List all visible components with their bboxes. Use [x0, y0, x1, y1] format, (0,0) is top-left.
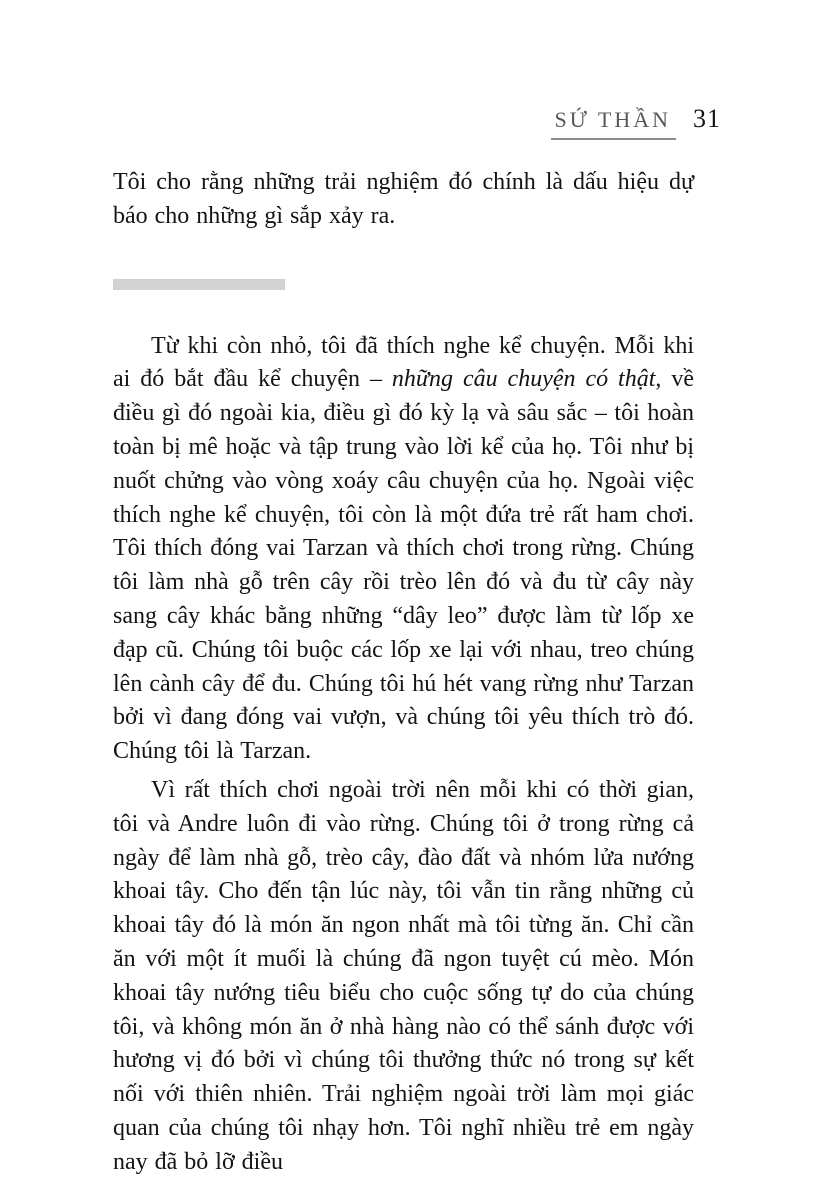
running-head: [551, 104, 721, 140]
paragraph-continuation: Tôi cho rằng những trải nghiệm đó chính là dấu hiệu dự báo cho những gì sắp xảy ra.: [113, 169, 694, 229]
paragraph-storytelling-text-before: Từ khi còn nhỏ, tôi đã thích nghe kể chuyện. Mỗi khi ai đó bắt đầu kể chuyện –: [113, 332, 694, 393]
paragraph-storytelling: [113, 330, 694, 769]
running-head-title: SỨ THẦN: [551, 107, 676, 140]
paragraph-storytelling-text-after: , về điều gì đó ngoài kia, điều gì đó kỳ lạ và sâu sắc – tôi hoàn toàn bị mê hoặc và tập trung vào lời kể của họ. Tôi như bị nuốt chửng vào vòng xoáy câu chuyện của họ. Ngoài việc thích nghe kể chuyện, tôi còn là một đứa trẻ rất ham chơi. Tôi thích đóng vai Tarzan và thích chơi trong rừng. Chúng tôi làm nhà gỗ trên cây rồi trèo lên đó và đu từ cây này sang cây khác bằng những “dây leo” được làm từ lốp xe đạp cũ. Chúng tôi buộc các lốp xe lại với nhau, treo chúng lên cành cây để đu. Chúng tôi hú hét vang rừng như Tarzan bởi vì đang đóng vai vượn, và chúng tôi yêu thích trò đó. Chúng tôi là Tarzan.: [113, 366, 695, 765]
paragraph-storytelling-italic-phrase: những câu chuyện có thật: [391, 366, 656, 393]
paragraph-outdoors: Vì rất thích chơi ngoài trời nên mỗi khi có thời gian, tôi và Andre luôn đi vào rừng. Chúng tôi ở trong rừng cả ngày để làm nhà gỗ, trèo cây, đào đất và nhóm lửa nướng khoai tây. Cho đến tận lúc này, tôi vẫn tin rằng những củ khoai tây đó là món ăn ngon nhất mà tôi từng ăn. Chỉ cần ăn với một ít muối là chúng đã ngon tuyệt cú mèo. Món khoai tây nướng tiêu biểu cho cuộc sống tự do của chúng tôi, và không món ăn ở nhà hàng nào có thể sánh được với hương vị đó bởi vì chúng tôi thưởng thức nó trong sự kết nối với thiên nhiên. Trải nghiệm ngoài trời làm mọi giác quan của chúng tôi nhạy hơn. Tôi nghĩ nhiều trẻ em ngày nay đã bỏ lỡ điều: [113, 776, 694, 1175]
section-divider: [113, 279, 285, 290]
text-block: [113, 166, 694, 1180]
page-number: 31: [693, 104, 721, 133]
